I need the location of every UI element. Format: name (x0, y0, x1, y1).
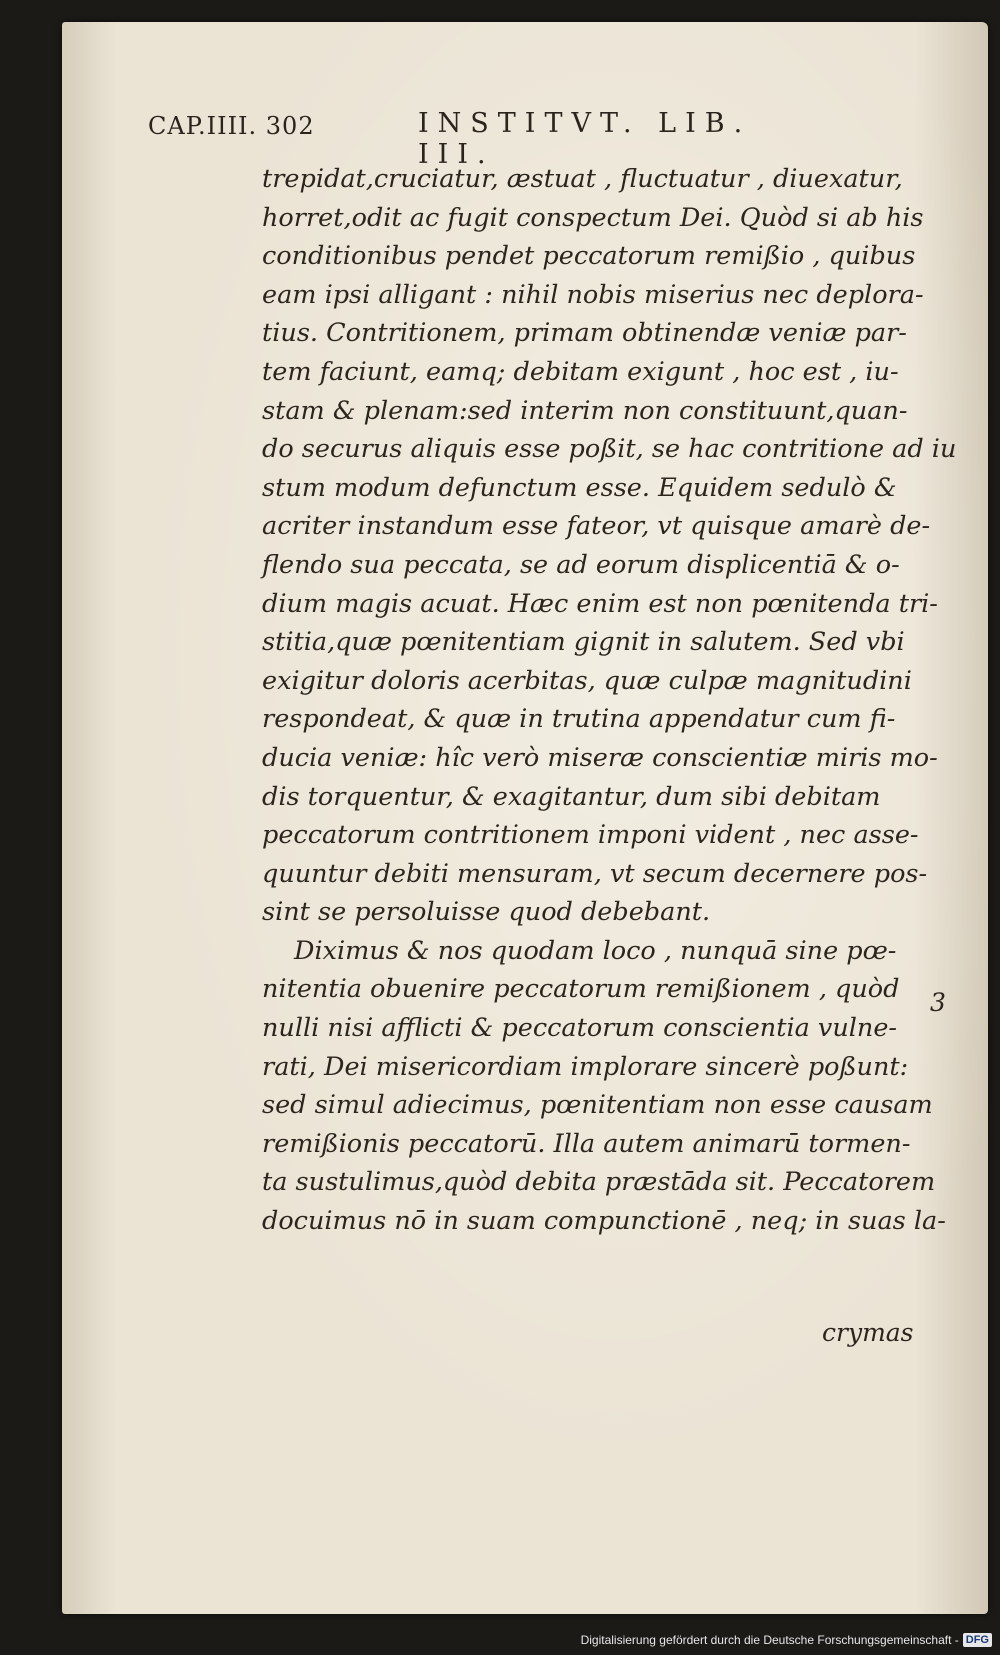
text-line: docuimus nō in suam compunctionē , neq; in suas la- (262, 1206, 946, 1237)
text-line: trepidat,cruciatur, æstuat , fluctuatur , diuexatur, (262, 164, 903, 194)
text-line: conditionibus pendet peccatorum remißio , quibus (262, 241, 916, 272)
body-text (262, 160, 957, 1241)
text-line: respondeat, & quæ in trutina appendatur cum fi- (262, 704, 896, 735)
text-line: nulli nisi afflicti & peccatorum conscientia vulne- (262, 1013, 898, 1044)
text-line: stitia,quæ pœnitentiam gignit in salutem. Sed vbi (262, 627, 905, 658)
credit-text: Digitalisierung gefördert durch die Deutsche Forschungsgemeinschaft - (580, 1633, 959, 1647)
text-line: stam & plenam:sed interim non constituunt,quan- (262, 395, 908, 426)
running-head (148, 108, 808, 170)
dfg-logo: DFG (963, 1633, 992, 1647)
text-line: flendo sua peccata, se ad eorum displicentiā & o- (262, 549, 900, 580)
text-line: Diximus & nos quodam loco , nunquā sine pœ- (294, 935, 897, 966)
catchword: crymas (822, 1318, 914, 1347)
text-line: tius. Contritionem, primam obtinendæ veniæ par- (262, 318, 907, 349)
digitization-credit (581, 1629, 992, 1651)
chapter-page-number: CAP.IIII. 302 (148, 112, 315, 140)
text-line: quuntur debiti mensuram, vt secum decernere pos- (262, 858, 928, 889)
text-line: rati, Dei misericordiam implorare sincerè poßunt: (262, 1051, 909, 1082)
text-line: dis torquentur, & exagitantur, dum sibi debitam (262, 781, 881, 812)
text-line: tem faciunt, eamq; debitam exigunt , hoc est , iu- (262, 356, 899, 387)
text-line: stum modum defunctum esse. Equidem sedulò & (262, 472, 897, 503)
text-line: remißionis peccatorū. Illa autem animarū tormen- (262, 1128, 911, 1159)
text-line: ta sustulimus,quòd debita præstāda sit. Peccatorem (262, 1167, 936, 1198)
text-line: sint se persoluisse quod debebant. (262, 897, 711, 928)
text-line: horret,odit ac fugit conspectum Dei. Quòd si ab his (262, 202, 924, 233)
margin-note: 3 (930, 988, 946, 1017)
text-line: do securus aliquis esse poßit, se hac contritione ad iu (262, 434, 957, 465)
text-line: peccatorum contritionem imponi vident , nec asse- (262, 820, 919, 851)
text-line: nitentia obuenire peccatorum remißionem , quòd (262, 974, 900, 1005)
text-line: exigitur doloris acerbitas, quæ culpæ magnitudini (262, 665, 912, 696)
text-line: sed simul adiecimus, pœnitentiam non esse causam (262, 1090, 933, 1121)
text-line: acriter instandum esse fateor, vt quisque amarè de- (262, 511, 931, 542)
text-line: ducia veniæ: hîc verò miseræ conscientiæ miris mo- (262, 742, 938, 773)
text-line: eam ipsi alligant : nihil nobis miserius nec deplora- (262, 279, 924, 310)
running-title: INSTITVT. LIB. III. (418, 108, 752, 170)
text-line: dium magis acuat. Hæc enim est non pœnitenda tri- (262, 588, 938, 619)
